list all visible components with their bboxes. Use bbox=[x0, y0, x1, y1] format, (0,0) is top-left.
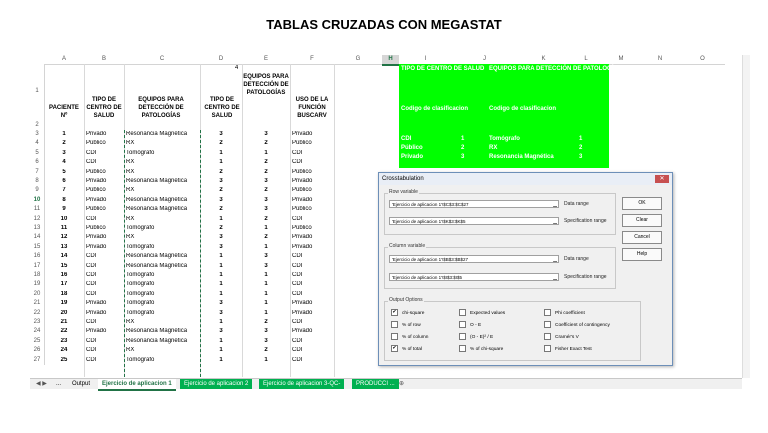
table-cell[interactable]: Resonancia Magnética bbox=[126, 262, 188, 269]
row-header[interactable]: 10 bbox=[30, 196, 45, 205]
table-cell[interactable]: 3 bbox=[264, 178, 268, 184]
checkbox-icon[interactable] bbox=[459, 333, 466, 340]
table-cell[interactable]: 18 bbox=[60, 290, 68, 297]
row-header[interactable]: 23 bbox=[30, 318, 45, 327]
row-spec-range-label: Specification range bbox=[564, 218, 607, 224]
row-header[interactable]: 25 bbox=[30, 337, 45, 346]
row-spec-range-input[interactable] bbox=[389, 217, 559, 225]
column-header-e[interactable]: E bbox=[242, 55, 290, 65]
column-header-f[interactable]: F bbox=[290, 55, 334, 65]
ok-button[interactable]: OK bbox=[622, 197, 662, 210]
table-cell[interactable]: CDI bbox=[292, 159, 303, 166]
table-cell[interactable]: 2 bbox=[264, 168, 268, 175]
table-cell[interactable]: Público bbox=[86, 225, 106, 231]
lookup-table[interactable] bbox=[399, 64, 622, 168]
table-cell[interactable]: 22 bbox=[60, 328, 68, 335]
table-cell[interactable]: 1 bbox=[264, 243, 268, 250]
output-option-label: Cramér's V bbox=[555, 334, 579, 340]
gridline bbox=[84, 64, 85, 377]
table-cell[interactable]: 8 bbox=[62, 196, 66, 203]
table-cell[interactable]: 3 bbox=[264, 253, 268, 260]
table-cell[interactable]: 3 bbox=[264, 206, 268, 213]
output-option-checkbox[interactable] bbox=[391, 333, 428, 340]
table-cell[interactable]: CDI bbox=[292, 319, 303, 325]
row-header[interactable]: 15 bbox=[30, 243, 45, 252]
checkbox-icon[interactable] bbox=[544, 345, 551, 352]
tab-output[interactable]: Output bbox=[72, 381, 91, 387]
table-cell[interactable]: 3 bbox=[264, 196, 268, 203]
table-cell[interactable]: RX bbox=[126, 347, 135, 354]
table-cell[interactable]: 2 bbox=[219, 225, 223, 231]
table-cell[interactable]: RX bbox=[126, 140, 135, 147]
table-cell[interactable]: 1 bbox=[264, 225, 268, 231]
table-cell[interactable]: 21 bbox=[60, 319, 68, 325]
table-cell[interactable]: 1 bbox=[62, 131, 66, 137]
table-cell[interactable]: CDI bbox=[292, 356, 303, 363]
gridline bbox=[334, 64, 335, 377]
table-cell[interactable]: Privado bbox=[86, 309, 107, 316]
table-cell[interactable]: 2 bbox=[219, 168, 223, 175]
table-cell[interactable]: Resonancia Magnética bbox=[126, 337, 188, 344]
dropdown-arrow-icon[interactable]: ▁ bbox=[553, 275, 557, 281]
table-cell[interactable]: 12 bbox=[60, 234, 68, 241]
tab-ejercicio-2[interactable]: Ejercicio de aplicacion 2 bbox=[180, 379, 252, 389]
row-header[interactable]: 24 bbox=[30, 327, 45, 336]
table-cell[interactable]: Privado bbox=[292, 328, 313, 335]
table-cell[interactable]: 7 bbox=[62, 187, 66, 194]
table-cell[interactable]: CDI bbox=[292, 281, 303, 288]
table-cell[interactable]: 1 bbox=[264, 300, 268, 307]
column-header-k[interactable]: K bbox=[517, 55, 570, 65]
table-cell[interactable]: 2 bbox=[264, 347, 268, 354]
checkbox-icon[interactable] bbox=[459, 345, 466, 352]
table-cell[interactable]: CDI bbox=[292, 149, 303, 156]
header-paciente[interactable]: PACIENTE Nº bbox=[49, 105, 79, 119]
table-cell[interactable]: 1 bbox=[264, 309, 268, 316]
table-cell[interactable]: 1 bbox=[219, 262, 223, 269]
output-option-checkbox[interactable] bbox=[391, 321, 421, 328]
table-cell[interactable]: 24 bbox=[60, 347, 68, 354]
table-cell[interactable]: RX bbox=[126, 215, 135, 222]
row-header[interactable]: 11 bbox=[30, 205, 45, 214]
table-cell[interactable]: Privado bbox=[86, 131, 107, 137]
table-cell[interactable]: 1 bbox=[264, 290, 268, 297]
row-header[interactable]: 26 bbox=[30, 346, 45, 355]
row-data-range-label: Data range bbox=[564, 201, 589, 207]
table-cell[interactable]: 6 bbox=[62, 178, 66, 184]
lookup-header-equipos: EQUIPOS PARA DETECCIÓN DE PATOLOGÍAS bbox=[489, 66, 622, 72]
checkbox-icon[interactable]: ✔ bbox=[392, 309, 397, 315]
row-header[interactable]: 2 bbox=[30, 96, 45, 130]
table-cell[interactable]: Resonancia Magnética bbox=[126, 253, 188, 260]
table-cell[interactable]: Tomógrafo bbox=[126, 272, 155, 278]
tab-nav-prev-icon[interactable]: ◀ ▶ bbox=[36, 381, 47, 387]
lookup-right-2: RX bbox=[489, 145, 498, 151]
output-option-checkbox[interactable] bbox=[459, 309, 505, 316]
table-cell[interactable]: 2 bbox=[264, 187, 268, 194]
table-cell[interactable]: CDI bbox=[86, 215, 97, 222]
table-cell[interactable]: 5 bbox=[62, 168, 66, 175]
output-option-label: Phi coefficient bbox=[555, 310, 585, 316]
output-option-label: chi-square bbox=[402, 310, 425, 316]
table-cell[interactable]: Tomógrafo bbox=[126, 225, 155, 231]
row-header[interactable]: 12 bbox=[30, 215, 45, 224]
column-header-b[interactable]: B bbox=[84, 55, 124, 65]
table-cell[interactable]: 1 bbox=[219, 215, 223, 222]
header-equipos-det[interactable]: EQUIPOS PARA DETECCIÓN DE PATOLOGÍAS bbox=[243, 74, 289, 96]
output-option-label: Expected values bbox=[470, 310, 506, 316]
row-data-value: 'Ejercicio de aplicacion 1'!$C$3:$C$27 bbox=[392, 202, 469, 207]
table-cell[interactable]: 19 bbox=[60, 300, 68, 307]
table-cell[interactable]: 3 bbox=[264, 262, 268, 269]
lookup-left-1-code: 1 bbox=[461, 136, 465, 142]
column-header-j[interactable]: J bbox=[452, 55, 517, 65]
table-cell[interactable]: Resonancia Magnética bbox=[126, 206, 188, 213]
header-tipo-centro[interactable]: TIPO DE CENTRO DE SALUD bbox=[204, 97, 240, 119]
table-cell[interactable]: Público bbox=[292, 206, 312, 213]
table-cell[interactable]: 2 bbox=[264, 159, 268, 166]
table-cell[interactable]: 1 bbox=[219, 272, 223, 278]
table-cell[interactable]: Resonancia Magnética bbox=[126, 178, 188, 184]
table-cell[interactable]: Privado bbox=[86, 196, 107, 203]
table-cell[interactable]: Público bbox=[86, 206, 106, 213]
table-cell[interactable]: 3 bbox=[219, 328, 223, 335]
table-cell[interactable]: CDI bbox=[86, 356, 97, 363]
column-header-l[interactable]: L bbox=[570, 55, 602, 65]
output-option-checkbox[interactable] bbox=[544, 321, 610, 328]
table-cell[interactable]: Privado bbox=[292, 300, 313, 307]
output-option-label: (O - E)² / E bbox=[470, 334, 494, 340]
table-cell[interactable]: RX bbox=[126, 234, 135, 241]
col-spec-value: 'Ejercicio de aplicacion 1'!$I$3:$I$5 bbox=[392, 275, 463, 280]
header-equipos[interactable]: EQUIPOS PARA DETECCIÓN DE PATOLOGÍAS bbox=[138, 97, 184, 119]
lookup-code-label-2: Codigo de clasificacion bbox=[489, 106, 557, 112]
table-cell[interactable]: RX bbox=[126, 159, 135, 166]
table-cell[interactable]: Público bbox=[292, 187, 312, 194]
lookup-left-2-code: 2 bbox=[461, 145, 465, 151]
column-variable-label: Column variable bbox=[389, 243, 426, 249]
output-option-checkbox[interactable] bbox=[544, 333, 579, 340]
output-option-checkbox[interactable] bbox=[459, 321, 481, 328]
table-cell[interactable]: Privado bbox=[292, 309, 313, 316]
table-cell[interactable]: 3 bbox=[219, 178, 223, 184]
row-variable-label: Row variable bbox=[389, 189, 418, 195]
table-cell[interactable]: CDI bbox=[292, 262, 303, 269]
table-cell[interactable]: 1 bbox=[219, 159, 223, 166]
row-header[interactable]: 9 bbox=[30, 186, 45, 195]
table-cell[interactable]: 17 bbox=[60, 281, 68, 288]
header-centro[interactable]: TIPO DE CENTRO DE SALUD bbox=[86, 97, 122, 119]
table-cell[interactable]: Privado bbox=[292, 196, 313, 203]
header-uso-buscarv[interactable]: USO DE LA FUNCIÓN BUSCARV bbox=[295, 97, 329, 119]
table-cell[interactable]: Privado bbox=[292, 131, 313, 137]
checkbox-icon[interactable] bbox=[544, 321, 551, 328]
help-button[interactable]: Help bbox=[622, 248, 662, 261]
table-cell[interactable]: 3 bbox=[264, 328, 268, 335]
add-sheet-icon[interactable]: ⊕ bbox=[399, 381, 405, 387]
table-cell[interactable]: Público bbox=[86, 187, 106, 194]
table-cell[interactable]: 20 bbox=[60, 309, 68, 316]
crosstabulation-dialog bbox=[378, 172, 673, 366]
table-cell[interactable]: Resonancia Magnética bbox=[126, 131, 188, 137]
output-option-checkbox[interactable] bbox=[544, 309, 585, 316]
table-cell[interactable]: 2 bbox=[219, 187, 223, 194]
table-cell[interactable]: 1 bbox=[219, 337, 223, 344]
checkbox-icon[interactable] bbox=[544, 333, 551, 340]
lookup-left-3: Privado bbox=[401, 154, 424, 160]
row-header[interactable]: 18 bbox=[30, 271, 45, 280]
table-cell[interactable]: 2 bbox=[264, 234, 268, 241]
slide-title: TABLAS CRUZADAS CON MEGASTAT bbox=[266, 17, 502, 32]
table-cell[interactable]: Privado bbox=[292, 178, 313, 184]
table-cell[interactable]: CDI bbox=[86, 262, 97, 269]
table-cell[interactable]: 1 bbox=[264, 272, 268, 278]
row-header[interactable]: 17 bbox=[30, 262, 45, 271]
table-cell[interactable]: Resonancia Magnética bbox=[126, 196, 188, 203]
table-cell[interactable]: 14 bbox=[60, 253, 68, 260]
col-spec-range-input[interactable] bbox=[389, 273, 559, 281]
tab-ejercicio-3[interactable]: Ejercicio de aplicacion 3-QC- bbox=[259, 379, 344, 389]
row-header[interactable]: 4 bbox=[30, 139, 45, 148]
sheet-tab-bar bbox=[30, 378, 742, 389]
row-data-range-input[interactable] bbox=[389, 200, 559, 208]
table-cell[interactable]: 3 bbox=[219, 309, 223, 316]
row-spec-value: 'Ejercicio de aplicacion 1'!$K$3:$K$5 bbox=[392, 219, 466, 224]
lookup-right-3: Resonancia Magnética bbox=[489, 154, 554, 160]
table-cell[interactable]: CDI bbox=[86, 347, 97, 354]
table-cell[interactable]: CDI bbox=[86, 319, 97, 325]
table-cell[interactable]: 3 bbox=[219, 243, 223, 250]
table-cell[interactable]: CDI bbox=[86, 159, 97, 166]
table-cell[interactable]: 15 bbox=[60, 262, 68, 269]
table-cell[interactable]: 2 bbox=[62, 140, 66, 147]
gridline bbox=[290, 64, 291, 377]
lookup-header-centro: TIPO DE CENTRO DE SALUD bbox=[401, 66, 485, 72]
output-option-checkbox[interactable] bbox=[459, 333, 493, 340]
table-cell[interactable]: Tomógrafo bbox=[126, 243, 155, 250]
table-cell[interactable]: 11 bbox=[60, 225, 68, 231]
column-variable-group bbox=[384, 247, 616, 289]
checkbox-icon[interactable] bbox=[459, 309, 466, 316]
table-cell[interactable]: 1 bbox=[219, 149, 223, 156]
cell-d1[interactable]: 4 bbox=[235, 65, 239, 71]
output-option-label: Fisher Exact Test bbox=[555, 346, 592, 352]
table-cell[interactable]: RX bbox=[126, 319, 135, 325]
table-cell[interactable]: 23 bbox=[60, 337, 68, 344]
table-cell[interactable]: Tomógrafo bbox=[126, 356, 155, 363]
lookup-right-1-code: 1 bbox=[579, 136, 583, 142]
table-cell[interactable]: CDI bbox=[292, 253, 303, 260]
table-cell[interactable]: 3 bbox=[219, 300, 223, 307]
table-cell[interactable]: Privado bbox=[292, 243, 313, 250]
table-cell[interactable]: Privado bbox=[86, 178, 107, 184]
tab-ejercicio-1[interactable]: Ejercicio de aplicacion 1 bbox=[98, 379, 176, 391]
column-header-n[interactable]: N bbox=[640, 55, 680, 65]
table-cell[interactable]: 3 bbox=[264, 131, 268, 137]
checkbox-icon[interactable]: ✔ bbox=[392, 345, 397, 351]
table-cell[interactable]: 13 bbox=[60, 243, 68, 250]
row-header[interactable]: 5 bbox=[30, 149, 45, 158]
table-cell[interactable]: 1 bbox=[264, 149, 268, 156]
row-header[interactable]: 7 bbox=[30, 168, 45, 177]
table-cell[interactable]: Público bbox=[292, 140, 312, 147]
lookup-left-3-code: 3 bbox=[461, 154, 465, 160]
table-cell[interactable]: Privado bbox=[86, 243, 107, 250]
table-cell[interactable]: 2 bbox=[264, 215, 268, 222]
column-header-m[interactable]: M bbox=[602, 55, 640, 65]
table-cell[interactable]: CDI bbox=[86, 290, 97, 297]
table-cell[interactable]: 3 bbox=[219, 131, 223, 137]
row-header[interactable]: 22 bbox=[30, 309, 45, 318]
table-cell[interactable]: CDI bbox=[292, 272, 303, 278]
table-cell[interactable]: Tomógrafo bbox=[126, 300, 155, 307]
table-cell[interactable]: 3 bbox=[219, 234, 223, 241]
vertical-scrollbar[interactable] bbox=[742, 55, 750, 378]
table-cell[interactable]: Público bbox=[86, 168, 106, 175]
output-option-checkbox[interactable] bbox=[391, 309, 424, 316]
lookup-left-1: CDI bbox=[401, 136, 412, 142]
table-cell[interactable]: CDI bbox=[86, 281, 97, 288]
table-cell[interactable]: 1 bbox=[219, 290, 223, 297]
table-cell[interactable]: Tomógrafo bbox=[126, 281, 155, 288]
table-cell[interactable]: Privado bbox=[86, 328, 107, 335]
output-option-checkbox[interactable] bbox=[391, 345, 422, 352]
table-cell[interactable]: 1 bbox=[219, 356, 223, 363]
gridline bbox=[242, 64, 243, 377]
col-data-range-input[interactable] bbox=[389, 255, 559, 263]
column-header-a[interactable]: A bbox=[44, 55, 84, 65]
checkbox-icon[interactable] bbox=[459, 321, 466, 328]
column-header-c[interactable]: C bbox=[124, 55, 200, 65]
output-option-label: Coefficient of contingency bbox=[555, 322, 610, 328]
lookup-code-label-1: Codigo de clasificacion bbox=[401, 106, 469, 112]
table-cell[interactable]: 1 bbox=[264, 281, 268, 288]
column-header-h[interactable]: H bbox=[382, 55, 399, 66]
table-cell[interactable]: 3 bbox=[264, 337, 268, 344]
table-cell[interactable]: 4 bbox=[62, 159, 66, 166]
cancel-button[interactable]: Cancel bbox=[622, 231, 662, 244]
table-cell[interactable]: 1 bbox=[219, 253, 223, 260]
dropdown-arrow-icon[interactable]: ▁ bbox=[553, 202, 557, 208]
table-cell[interactable]: Público bbox=[292, 168, 312, 175]
lookup-right-2-code: 2 bbox=[579, 145, 583, 151]
col-data-value: 'Ejercicio de aplicacion 1'!$B$3:$B$27 bbox=[392, 257, 469, 262]
row-header[interactable]: 16 bbox=[30, 252, 45, 261]
table-cell[interactable]: CDI bbox=[86, 149, 97, 156]
checkbox-icon[interactable] bbox=[391, 333, 398, 340]
table-cell[interactable]: 1 bbox=[219, 319, 223, 325]
dropdown-arrow-icon[interactable]: ▁ bbox=[553, 257, 557, 263]
table-cell[interactable]: Tomógrafo bbox=[126, 149, 155, 156]
table-cell[interactable]: 2 bbox=[219, 140, 223, 147]
table-cell[interactable]: CDI bbox=[86, 337, 97, 344]
output-option-label: O - E bbox=[470, 322, 482, 328]
table-cell[interactable]: 1 bbox=[264, 356, 268, 363]
output-option-label: % of chi-square bbox=[470, 346, 504, 352]
table-cell[interactable]: CDI bbox=[292, 337, 303, 344]
table-cell[interactable]: CDI bbox=[292, 215, 303, 222]
row-header[interactable]: 20 bbox=[30, 290, 45, 299]
table-cell[interactable]: Privado bbox=[86, 300, 107, 307]
tab-more[interactable]: ... bbox=[56, 381, 62, 387]
column-header-g[interactable]: G bbox=[334, 55, 382, 65]
table-cell[interactable]: 16 bbox=[60, 272, 68, 278]
table-cell[interactable]: 3 bbox=[219, 196, 223, 203]
table-cell[interactable]: Tomógrafo bbox=[126, 290, 155, 297]
col-data-range-label: Data range bbox=[564, 256, 589, 262]
table-cell[interactable]: Tomógrafo bbox=[126, 309, 155, 316]
lookup-left-2: Público bbox=[401, 145, 423, 151]
table-cell[interactable]: CDI bbox=[292, 347, 303, 354]
table-cell[interactable]: CDI bbox=[86, 272, 97, 278]
dialog-title: Crosstabulation bbox=[379, 173, 672, 185]
table-cell[interactable]: 10 bbox=[60, 215, 68, 222]
table-cell[interactable]: Público bbox=[292, 225, 312, 231]
row-header[interactable]: 13 bbox=[30, 224, 45, 233]
lookup-right-3-code: 3 bbox=[579, 154, 583, 160]
row-header[interactable]: 1 bbox=[30, 64, 45, 96]
row-header[interactable]: 21 bbox=[30, 299, 45, 308]
table-cell[interactable]: Privado bbox=[86, 234, 107, 241]
lookup-right-1: Tomógrafo bbox=[489, 136, 520, 142]
row-header[interactable]: 6 bbox=[30, 158, 45, 167]
output-option-label: % of total bbox=[402, 346, 422, 352]
row-header[interactable]: 8 bbox=[30, 177, 45, 186]
output-option-label: % of column bbox=[402, 334, 429, 340]
table-cell[interactable]: 2 bbox=[264, 140, 268, 147]
table-cell[interactable]: 2 bbox=[219, 206, 223, 213]
row-header[interactable]: 19 bbox=[30, 280, 45, 289]
row-header[interactable]: 3 bbox=[30, 130, 45, 139]
clear-button[interactable]: Clear bbox=[622, 214, 662, 227]
table-cell[interactable]: 1 bbox=[219, 281, 223, 288]
close-icon[interactable]: ✕ bbox=[655, 175, 669, 183]
row-header[interactable]: 27 bbox=[30, 356, 45, 365]
output-options-label: Output Options bbox=[389, 297, 423, 303]
table-cell[interactable]: 25 bbox=[60, 356, 68, 363]
column-header-o[interactable]: O bbox=[680, 55, 725, 65]
table-cell[interactable]: Resonancia Magnética bbox=[126, 328, 188, 335]
output-option-checkbox[interactable] bbox=[459, 345, 503, 352]
checkbox-icon[interactable] bbox=[544, 309, 551, 316]
table-cell[interactable]: RX bbox=[126, 168, 135, 175]
table-cell[interactable]: 1 bbox=[219, 347, 223, 354]
col-spec-range-label: Specification range bbox=[564, 274, 607, 280]
table-cell[interactable]: CDI bbox=[292, 290, 303, 297]
table-cell[interactable]: CDI bbox=[86, 253, 97, 260]
table-cell[interactable]: Público bbox=[86, 140, 106, 147]
row-header[interactable]: 14 bbox=[30, 233, 45, 242]
output-option-checkbox[interactable] bbox=[544, 345, 592, 352]
table-cell[interactable]: 2 bbox=[264, 319, 268, 325]
dropdown-arrow-icon[interactable]: ▁ bbox=[553, 219, 557, 225]
table-cell[interactable]: RX bbox=[126, 187, 135, 194]
checkbox-icon[interactable] bbox=[391, 321, 398, 328]
table-cell[interactable]: Privado bbox=[292, 234, 313, 241]
table-cell[interactable]: 9 bbox=[62, 206, 66, 213]
column-header-i[interactable]: I bbox=[399, 55, 452, 65]
column-header-d[interactable]: D bbox=[200, 55, 242, 65]
table-cell[interactable]: 3 bbox=[62, 149, 66, 156]
tab-produccion[interactable]: PRODUCCI ... bbox=[352, 379, 399, 389]
output-option-label: % of row bbox=[402, 322, 421, 328]
